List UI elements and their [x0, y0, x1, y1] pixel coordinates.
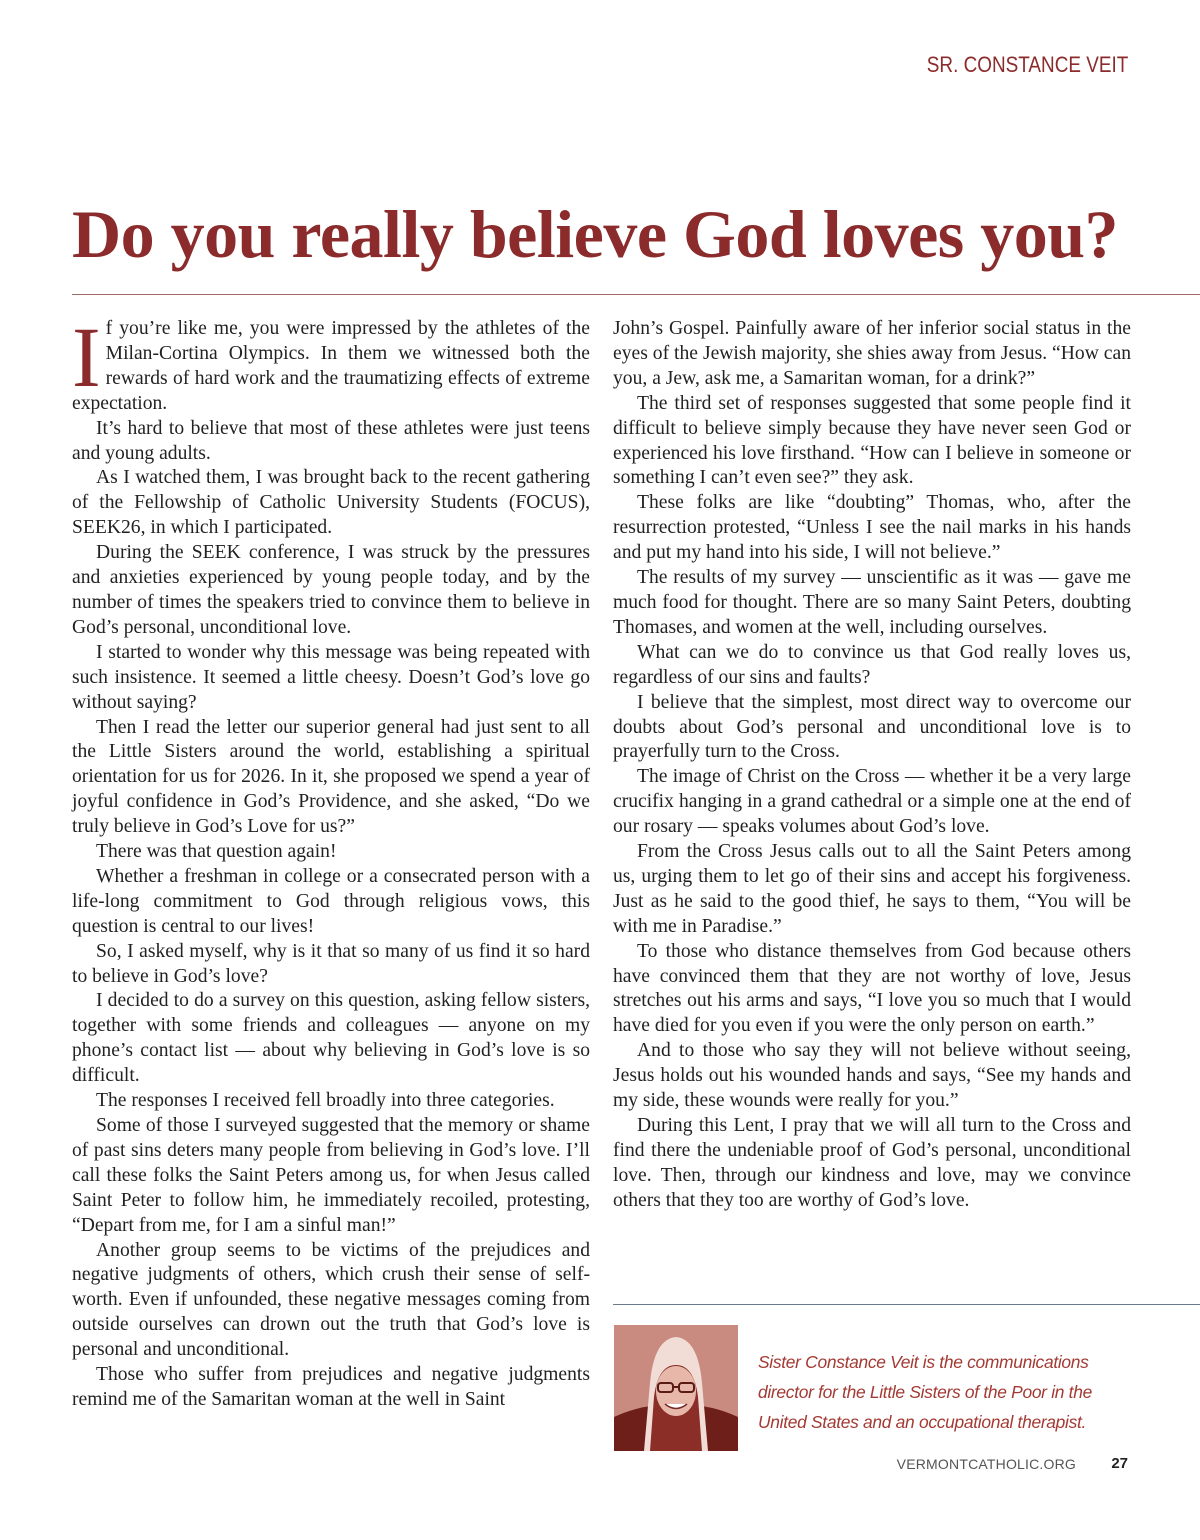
article-paragraph: So, I asked myself, why is it that so many of us find it so hard to believe in God’s love?: [72, 940, 590, 987]
article-paragraph: There was that question again!: [96, 841, 337, 863]
article-headline: Do you really believe God loves you?: [72, 196, 1119, 272]
article-paragraph: Some of those I surveyed suggested that the memory or shame of past sins deters many people from believing in God’s love. I’ll call these folks the Saint Peters among us, for when Jesus called Saint Peter to follow him, he immediately recoiled, protesting, “Depart from me, for I am a sinful man!”: [72, 1115, 590, 1236]
article-paragraph: Another group seems to be victims of the prejudices and negative judgments of others, which crush their sense of self-worth. Even if unfounded, these negative messages coming from outside ourselves can drown out the truth that God’s love is personal and unconditional.: [72, 1239, 590, 1361]
article-paragraph: I believe that the simplest, most direct way to overcome our doubts about God’s personal and unconditional love is to prayerfully turn to the Cross.: [613, 691, 1131, 763]
article-paragraph: These folks are like “doubting” Thomas, who, after the resurrection protested, “Unless I see the nail marks in his hands and put my hand into his side, I will not believe.”: [613, 492, 1131, 564]
article-column-right: [613, 317, 1131, 1214]
drop-cap: I: [72, 309, 101, 405]
footer-website: VERMONTCATHOLIC.ORG: [896, 1456, 1076, 1472]
article-paragraph: I decided to do a survey on this question, asking fellow sisters, together with some friends and colleagues — anyone on my phone’s contact list — about why believing in God’s love is so difficult.: [72, 990, 590, 1087]
article-paragraph: The image of Christ on the Cross — whether it be a very large crucifix hanging in a grand cathedral or a simple one at the end of our rosary — speaks volumes about God’s love.: [613, 766, 1131, 838]
article-paragraph: It’s hard to believe that most of these athletes were just teens and young adults.: [72, 417, 590, 464]
article-paragraph: Those who suffer from prejudices and negative judgments remind me of the Samaritan woman at the well in Saint: [72, 1364, 590, 1410]
article-paragraph: From the Cross Jesus calls out to all the Saint Peters among us, urging them to let go of their sins and accept his forgiveness. Just as he said to the good thief, he says to them, “You will be with me in Paradise.”: [613, 841, 1131, 937]
article-paragraph: Then I read the letter our superior general had just sent to all the Little Sisters around the world, establishing a spiritual orientation for us for 2026. In it, she proposed we spend a year of joyful confidence in God’s Providence, and she asked, “Do we truly believe in God’s Love for us?”: [72, 716, 590, 838]
author-portrait-icon: [614, 1325, 738, 1451]
article-paragraph: Whether a freshman in college or a consecrated person with a life-long commitment to God through religious vows, this question is central to our lives!: [72, 865, 590, 937]
article-paragraph: The results of my survey — unscientific as it was — gave me much food for thought. There are so many Saint Peters, doubting Thomases, and women at the well, including ourselves.: [613, 567, 1131, 638]
article-paragraph: During the SEEK conference, I was struck by the pressures and anxieties experienced by young people today, and by the number of times the speakers tried to convince them to believe in God’s personal, unconditional love.: [72, 542, 590, 638]
headline-divider: [72, 294, 1200, 295]
author-bio: Sister Constance Veit is the communications director for the Little Sisters of the Poor in the United States and an occupational therapist.: [758, 1352, 1092, 1432]
article-paragraph: As I watched them, I was brought back to the recent gathering of the Fellowship of Catholic University Students (FOCUS), SEEK26, in which I participated.: [72, 467, 590, 539]
article-paragraph: What can we do to convince us that God really loves us, regardless of our sins and faults?: [613, 641, 1131, 688]
article-paragraph: I started to wonder why this message was being repeated with such insistence. It seemed a little cheesy. Doesn’t God’s love go without saying?: [72, 641, 590, 713]
article-paragraph: To those who distance themselves from God because others have convinced them that they are not worthy of love, Jesus stretches out his arms and says, “I love you so much that I would have died for you even if you were the only person on earth.”: [613, 940, 1131, 1037]
article-paragraph: The responses I received fell broadly into three categories.: [96, 1090, 555, 1112]
bio-divider: [613, 1304, 1200, 1305]
article-paragraph: The third set of responses suggested that some people find it difficult to believe simply because they have never seen God or experienced his love firsthand. “How can I believe in someone or something I can’t even see?” they ask.: [613, 392, 1131, 489]
article-paragraph: During this Lent, I pray that we will all turn to the Cross and find there the undeniable proof of God’s personal, unconditional love. Then, through our kindness and love, may we convince others that they too are worthy of God’s love.: [613, 1115, 1131, 1211]
author-photo: [614, 1325, 738, 1451]
article-paragraph: John’s Gospel. Painfully aware of her inferior social status in the eyes of the Jewish majority, she shies away from Jesus. “How can you, a Jew, ask me, a Samaritan woman, for a drink?”: [613, 318, 1131, 389]
article-paragraph: And to those who say they will not believe without seeing, Jesus holds out his wounded hands and says, “See my hands and my side, these wounds were really for you.”: [613, 1040, 1131, 1112]
author-byline: SR. CONSTANCE VEIT: [926, 52, 1128, 77]
article-column-left: [72, 309, 590, 1413]
article-paragraph: If you’re like me, you were impressed by the athletes of the Milan-Cortina Olympics. In them we witnessed both the rewards of hard work and the traumatizing effects of extreme expectation.: [72, 309, 590, 414]
page-number: 27: [1111, 1455, 1128, 1472]
